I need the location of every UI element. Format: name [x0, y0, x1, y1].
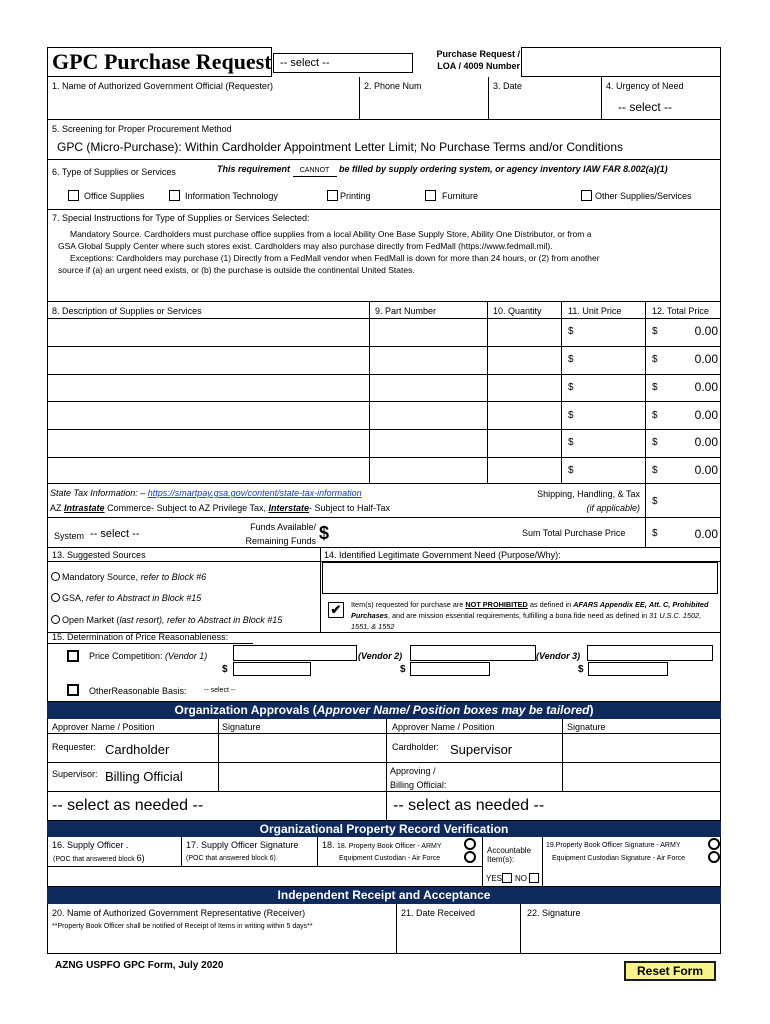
other-supplies-checkbox[interactable] — [581, 190, 592, 201]
instructions-p4: source if (a) an urgent need exists, or (b) the purchase is outside the continental United States. — [58, 265, 415, 275]
row-4-unit-currency: $ — [568, 410, 574, 421]
row-5-total: 0.00 — [694, 435, 718, 449]
property-div-3 — [482, 837, 483, 887]
open-market-a: Open Market ( — [62, 615, 120, 625]
system-select[interactable]: -- select -- — [90, 528, 140, 540]
az-tax-1: AZ — [50, 503, 62, 513]
items-row-line-1 — [47, 346, 721, 347]
funds-divider — [645, 518, 646, 548]
official-label: 1. Name of Authorized Government Official (Requester) — [52, 81, 273, 91]
supply-officer-label: 16. Supply Officer . — [52, 840, 129, 850]
accountable-label-1: Accountable — [487, 846, 532, 855]
select-right[interactable]: -- select as needed -- — [393, 797, 545, 814]
signature-header: Signature — [222, 722, 261, 732]
tax-divider — [645, 484, 646, 518]
yes-checkbox[interactable] — [502, 873, 512, 883]
reasonableness-label: 15. Determination of Price Reasonableness: — [52, 632, 229, 642]
vendor2-price-input[interactable] — [410, 662, 490, 676]
requirement-prefix: This requirement — [217, 164, 291, 174]
need-text-1: Item(s) requested for purchase are — [351, 600, 464, 609]
approving-label — [390, 766, 446, 791]
it-label: Information Technology — [185, 191, 278, 201]
shipping-label — [490, 489, 640, 514]
vendor3-name-input[interactable] — [587, 645, 713, 661]
no-checkbox[interactable] — [529, 873, 539, 883]
row-2-total: 0.00 — [694, 352, 718, 366]
mandatory-source-b: refer to Block #6 — [140, 572, 207, 582]
row-4-total: 0.00 — [694, 408, 718, 422]
yes-label: YES — [486, 874, 503, 883]
phone-input[interactable] — [362, 93, 486, 117]
accountable-label — [487, 846, 531, 864]
header-select[interactable] — [273, 53, 413, 73]
need-text-7: as defined in — [605, 611, 648, 620]
vendor2-name-input[interactable] — [410, 645, 536, 661]
pr-number-input[interactable] — [521, 47, 721, 77]
requirement-line — [217, 164, 668, 177]
requester-value[interactable]: Cardholder — [105, 742, 170, 757]
row1-divider-1 — [359, 77, 360, 120]
sources-label: 13. Suggested Sources — [52, 550, 146, 560]
instructions-p3: Exceptions: Cardholders may purchase (1) Directly from a FedMall vendor when FedMall is down for more than 24 hours, or (2) from another — [70, 253, 600, 263]
phone-label: 2. Phone Num — [364, 81, 422, 91]
az-tax-3: Commerce- Subject to AZ Privilege Tax, — [107, 503, 266, 513]
vendor1-label: (Vendor 1) — [165, 651, 208, 661]
vendor3-label: (Vendor 3) — [536, 651, 581, 661]
approvals-col-div-1 — [218, 719, 219, 792]
supplies-label: 6. Type of Supplies or Services — [52, 167, 176, 177]
form-title: GPC Purchase Request — [52, 49, 272, 74]
row-4-total-currency: $ — [652, 410, 658, 421]
reset-form-button[interactable] — [624, 961, 716, 981]
supply-officer-note-2: 6) — [136, 853, 145, 863]
funds-label-1: Funds Available/ — [250, 522, 316, 532]
gsa-a: GSA, — [62, 593, 84, 603]
instructions-label: 7. Special Instructions for Type of Supplies or Services Selected: — [52, 213, 310, 223]
other-basis-select[interactable]: -- select -- — [204, 687, 236, 694]
row-3-total: 0.00 — [694, 380, 718, 394]
approver-name-header-2: Approver Name / Position — [392, 722, 495, 732]
approvals-row-line-2 — [47, 791, 721, 792]
instructions-p1: Mandatory Source. Cardholders must purchase office supplies from a local Ability One Base Supply Store, Ability One Distributor, or from a — [70, 229, 592, 239]
cardholder-value[interactable]: Supervisor — [450, 742, 513, 757]
property-div-1 — [181, 837, 182, 867]
office-supplies-checkbox[interactable] — [68, 190, 79, 201]
screening-select[interactable]: GPC (Micro-Purchase): Within Cardholder Appointment Letter Limit; No Purchase Terms and/or Conditions — [57, 140, 624, 154]
open-market-label — [62, 615, 282, 626]
other-basis-label: OtherReasonable Basis: — [89, 686, 187, 696]
header-select-value: -- select -- — [280, 57, 330, 69]
property-div-2 — [317, 837, 318, 867]
sum-label: Sum Total Purchase Price — [522, 528, 626, 538]
az-tax-4: Interstate — [268, 503, 309, 513]
supply-officer-note-1: (POC that answered block — [53, 856, 135, 863]
items-header-qty: 10. Quantity — [493, 306, 542, 316]
pr-label-line2: LOA / 4009 Number — [437, 61, 520, 71]
it-checkbox[interactable] — [169, 190, 180, 201]
no-label: NO — [515, 874, 527, 883]
cardholder-label: Cardholder: — [392, 742, 440, 752]
sum-currency: $ — [652, 528, 658, 539]
need-text-3: as defined in — [529, 600, 572, 609]
vendor2-currency: $ — [400, 664, 406, 675]
need-text-2: NOT PROHIBITED — [465, 600, 528, 609]
approvals-col-div-3 — [562, 719, 563, 792]
items-row-line-0 — [47, 318, 721, 319]
row-2-unit-currency: $ — [568, 354, 574, 365]
shipping-input[interactable] — [662, 488, 718, 514]
shipping-label-1: Shipping, Handling, & Tax — [537, 489, 640, 499]
shipping-currency: $ — [652, 496, 658, 507]
pr-label — [414, 48, 520, 72]
cardholder-signature[interactable] — [564, 735, 719, 761]
vendor1-currency: $ — [222, 664, 228, 675]
items-row-line-5 — [47, 457, 721, 458]
funds-label-2: Remaining Funds — [245, 536, 316, 546]
row-2-total-currency: $ — [652, 354, 658, 365]
items-header-part: 9. Part Number — [375, 306, 437, 316]
open-market-radio[interactable] — [51, 615, 60, 624]
row-6-total: 0.00 — [694, 463, 718, 477]
approvals-title-3: ) — [589, 703, 594, 717]
row1-divider-2 — [488, 77, 489, 120]
items-row-line-3 — [47, 401, 721, 402]
tax-info — [50, 488, 362, 499]
gsa-b: refer to Abstract in Block #15 — [86, 593, 202, 603]
need-text-8: 31 U.S.C. 1502, 1551, & 1552 — [351, 611, 702, 631]
row-6-unit-currency: $ — [568, 465, 574, 476]
date-label: 3. Date — [493, 81, 523, 91]
items-row-line-4 — [47, 429, 721, 430]
urgency-label: 4. Urgency of Need — [606, 81, 684, 91]
sig19-equip-radio[interactable] — [708, 851, 720, 863]
row-1-total: 0.00 — [694, 324, 718, 338]
mandatory-source-radio[interactable] — [51, 572, 60, 581]
printing-checkbox[interactable] — [327, 190, 338, 201]
requirement-select[interactable]: CANNOT — [293, 165, 337, 177]
funds-currency: $ — [319, 523, 330, 543]
furniture-label: Furniture — [442, 191, 479, 201]
az-tax-2: Intrastate — [64, 503, 105, 513]
supervisor-signature[interactable] — [220, 764, 384, 790]
sig19-label: 19.Property Book Officer Signature - ARMY — [546, 842, 681, 849]
receipt-div-1 — [396, 904, 397, 954]
shipping-label-2: (if applicable) — [586, 503, 640, 513]
date-received-label: 21. Date Received — [401, 908, 476, 918]
signature-header-2: Signature — [567, 722, 606, 732]
approving-signature[interactable] — [564, 764, 719, 790]
approver-name-header: Approver Name / Position — [52, 722, 155, 732]
sum-total-value: 0.00 — [694, 527, 718, 541]
gsa-label — [62, 593, 201, 604]
need-text-6: , and are mission essential requirements, fulfilling a bona fide need — [387, 611, 604, 620]
need-text-4: AFARS Appendix EE, — [573, 600, 647, 609]
equipment-custodian-radio[interactable] — [464, 851, 476, 863]
approving-label-1: Approving / — [390, 766, 436, 776]
pbo-label: 18. 18. Property Book Officer - ARMY — [322, 840, 442, 850]
receipt-title: Independent Receipt and Acceptance — [47, 887, 721, 904]
mandatory-source-label — [62, 572, 206, 583]
approvals-title — [47, 702, 721, 719]
other-basis-checkbox[interactable] — [67, 684, 79, 696]
need-label: 14. Identified Legitimate Government Need (Purpose/Why): — [324, 550, 561, 560]
row1-divider-3 — [601, 77, 602, 120]
receipt-div-2 — [520, 904, 521, 954]
need-checkbox[interactable] — [328, 602, 344, 618]
screening-label: 5. Screening for Proper Procurement Method — [52, 124, 232, 134]
tax-info-link[interactable]: https://smartpay.gsa.gov/content/state-tax-information — [147, 488, 362, 498]
need-text — [351, 599, 717, 632]
furniture-checkbox[interactable] — [425, 190, 436, 201]
sig19-pbo-radio[interactable] — [708, 838, 720, 850]
property-div-4 — [542, 837, 543, 887]
az-tax-line — [50, 503, 390, 514]
items-header-total: 12. Total Price — [652, 306, 709, 316]
receipt-signature-label: 22. Signature — [527, 908, 581, 918]
gsa-radio[interactable] — [51, 593, 60, 602]
funds-input[interactable] — [334, 521, 494, 545]
date-input[interactable] — [491, 93, 599, 117]
price-competition-checkbox[interactable] — [67, 650, 79, 662]
sig19-equip-label: Equipment Custodian Signature - Air Force — [552, 855, 686, 862]
pbo-radio[interactable] — [464, 838, 476, 850]
row-3-unit-currency: $ — [568, 382, 574, 393]
form-id: AZNG USPFO GPC Form, July 2020 — [55, 960, 224, 971]
other-supplies-label: Other Supplies/Services — [595, 191, 692, 201]
instructions-p2: GSA Global Supply Center where such stores exist. Cardholders may also purchase directly from FedMall (https://www.fedmall.mil). — [58, 241, 553, 251]
row-3-total-currency: $ — [652, 382, 658, 393]
system-label: System — [54, 531, 85, 541]
supply-sig-label: 17. Supply Officer Signature — [186, 840, 299, 850]
row-5-total-currency: $ — [652, 437, 658, 448]
approving-label-2: Billing Official: — [390, 780, 447, 790]
row-6-total-currency: $ — [652, 465, 658, 476]
need-input[interactable] — [322, 562, 718, 594]
property-title: Organizational Property Record Verification — [47, 821, 721, 837]
printing-label: Printing — [340, 191, 371, 201]
items-header-desc: 8. Description of Supplies or Services — [52, 306, 202, 316]
supply-officer-note — [53, 854, 145, 864]
tax-info-label: State Tax Information: – — [50, 488, 146, 498]
vendor2-label: (Vendor 2) — [358, 651, 403, 661]
approvals-title-2: Approver Name/ Position boxes may be tailored — [316, 703, 590, 717]
accountable-label-2: Item(s): — [487, 855, 515, 864]
open-market-b: last resort), refer to Abstract in Block #15 — [119, 615, 283, 625]
office-supplies-label: Office Supplies — [84, 191, 145, 201]
vendor3-currency: $ — [578, 664, 584, 675]
receiver-name-label: 20. Name of Authorized Government Representative (Receiver) — [52, 908, 306, 918]
property-row-line — [47, 866, 482, 867]
pr-label-line1: Purchase Request / — [436, 49, 520, 59]
supply-sig-note: (POC that answered block 6) — [186, 855, 276, 862]
requester-signature[interactable] — [220, 735, 384, 761]
instructions-text — [58, 228, 718, 276]
approvals-col-div-2 — [386, 719, 387, 821]
vendor3-price-input[interactable] — [588, 662, 668, 676]
supervisor-value[interactable]: Billing Official — [105, 769, 183, 784]
row-5-unit-currency: $ — [568, 437, 574, 448]
reset-form-label: Reset Form — [636, 964, 704, 978]
vendor1-price-input[interactable] — [233, 662, 311, 676]
funds-label — [230, 522, 316, 547]
approvals-header-line — [47, 733, 721, 734]
equipment-custodian-label: Equipment Custodian - Air Force — [339, 855, 441, 862]
need-text-5: Att. C, Prohibited Purchases — [351, 600, 709, 620]
check-icon: ✔ — [330, 602, 342, 617]
requester-label: Requester: — [52, 742, 97, 752]
items-row-line-2 — [47, 374, 721, 375]
official-input[interactable] — [50, 93, 356, 117]
vendor1-name-input[interactable] — [233, 645, 357, 661]
pbo-label-text: 18. Property Book Officer - ARMY — [337, 843, 442, 850]
price-competition-label — [89, 651, 207, 662]
row-1-total-currency: $ — [652, 326, 658, 337]
supervisor-label: Supervisor: — [52, 769, 98, 779]
mandatory-source-a: Mandatory Source, — [62, 572, 139, 582]
approvals-title-1: Organization Approvals ( — [174, 703, 317, 717]
urgency-select[interactable]: -- select -- — [618, 100, 672, 114]
select-left[interactable]: -- select as needed -- — [52, 797, 204, 814]
approvals-row-line-1 — [47, 762, 721, 763]
az-tax-5: - Subject to Half-Tax — [309, 503, 391, 513]
receipt-note: **Property Book Officer shall be notified of Receipt of Items in writing within 5 days** — [52, 923, 313, 930]
row-1-unit-currency: $ — [568, 326, 574, 337]
requirement-suffix: be filled by supply ordering system, or agency inventory IAW FAR 8.002(a)(1) — [339, 164, 668, 174]
sources-underline — [47, 561, 320, 562]
price-competition-text: Price Competition: — [89, 651, 163, 661]
reasonableness-underline — [47, 643, 253, 644]
items-header-unit: 11. Unit Price — [568, 306, 622, 316]
